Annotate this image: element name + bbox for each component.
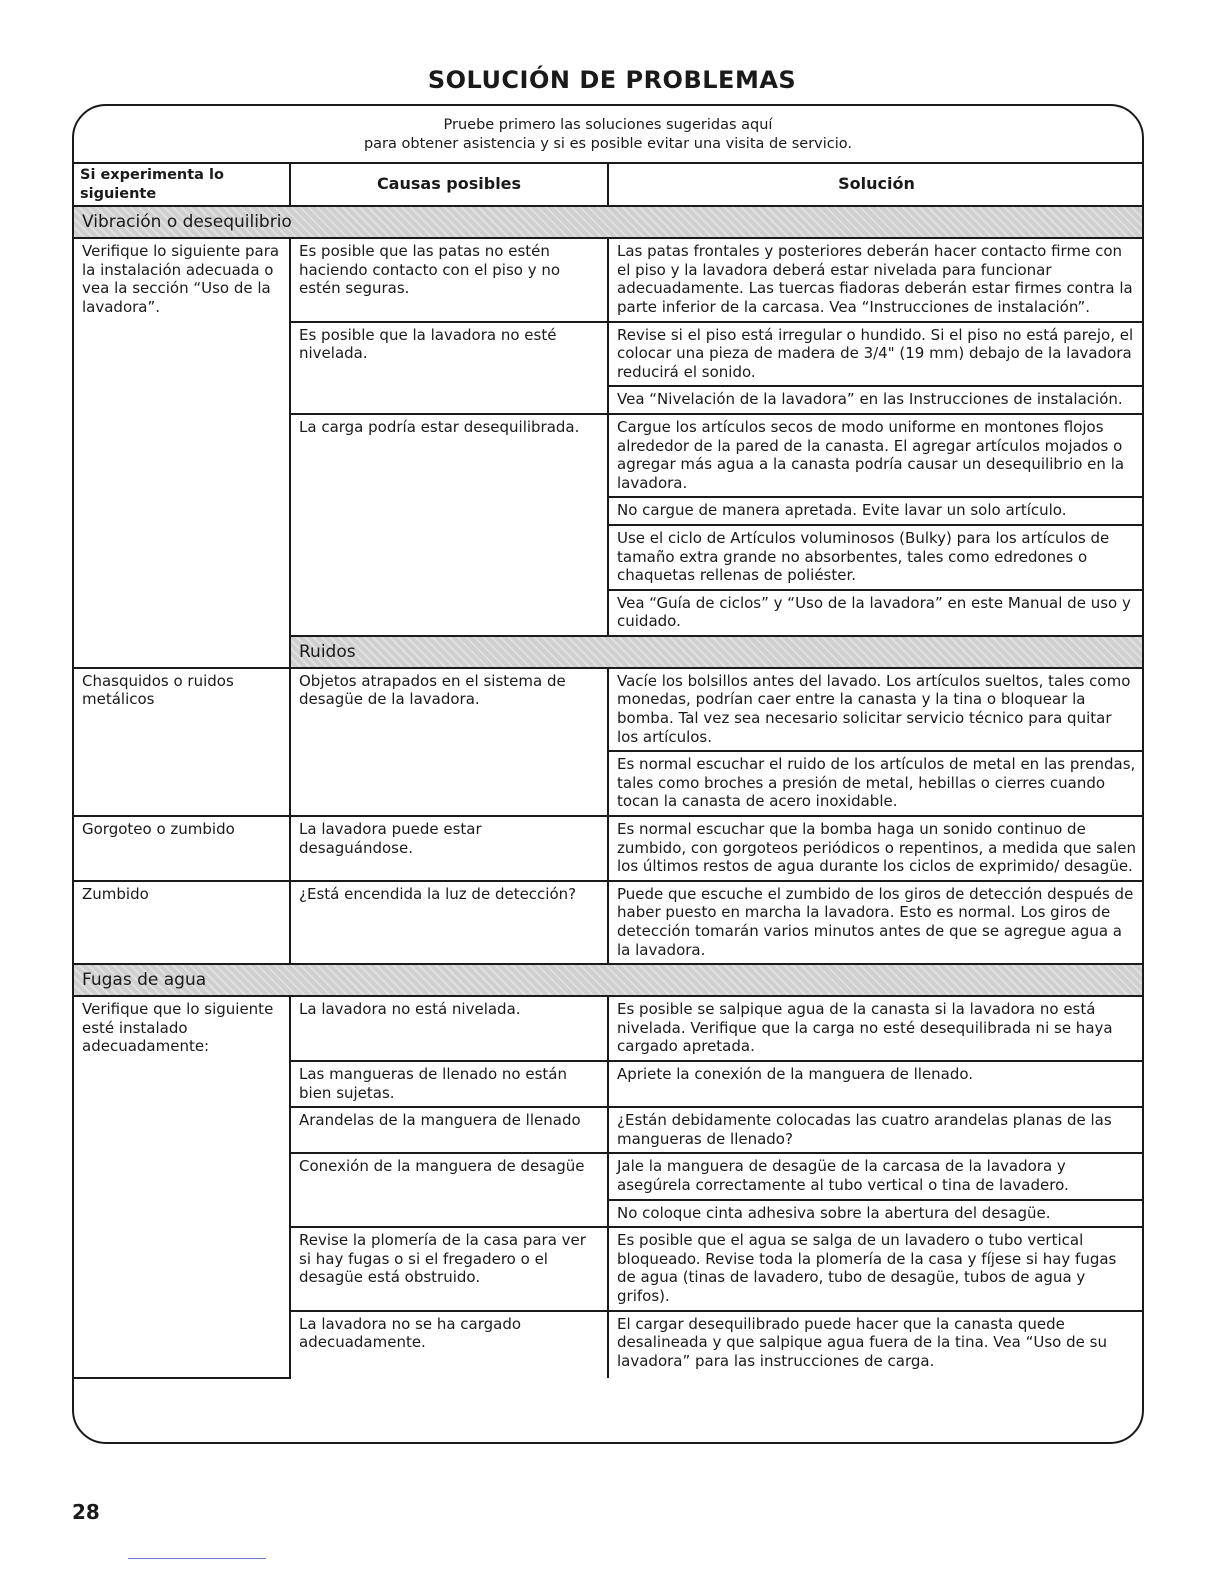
intro-text [74,116,1142,154]
section-water-leaks [74,964,1144,996]
cause-cell: La lavadora puede estar desaguándose. [290,816,608,881]
header-problem: Si experimenta lo siguiente [74,163,290,206]
cause-cell: La carga podría estar desequilibrada. [290,414,608,636]
solution-cell: Apriete la conexión de la manguera de llenado. [608,1061,1144,1107]
intro-line-1: Pruebe primero las soluciones sugeridas aquí [443,117,773,133]
intro-line-2: para obtener asistencia y si es posible evitar una visita de servicio. [363,136,853,152]
problem-cell: Chasquidos o ruidos metálicos [74,668,290,816]
cause-cell: La lavadora no se ha cargado adecuadamente. [290,1311,608,1379]
page-title: SOLUCIÓN DE PROBLEMAS [427,66,797,94]
table-row [74,996,1144,1061]
solution-cell: Es posible que el agua se salga de un lavadero o tubo vertical bloqueado. Revise toda la plomería de la casa y fíjese si hay fugas de agua (tinas de lavadero, tubo de desagüe, tubos de agua y grifos). [608,1227,1144,1310]
solution-cell: Vea “Guía de ciclos” y “Uso de la lavadora” en este Manual de uso y cuidado. [608,590,1144,636]
cause-cell: Revise la plomería de la casa para ver si hay fugas o si el fregadero o el desagüe está obstruido. [290,1227,608,1310]
section-title: Fugas de agua [74,964,1144,996]
solution-cell: El cargar desequilibrado puede hacer que la canasta quede desalineada y que salpique agua fuera de la tina. Vea “Uso de su lavadora” para las instrucciones de carga. [608,1311,1144,1379]
header-row [74,163,1144,206]
section-title: Ruidos [290,636,1144,668]
solution-cell: Cargue los artículos secos de modo uniforme en montones flojos alrededor de la pared de la canasta. El agregar artículos mojados o agregar más agua a la canasta podría causar un desequilibrio en la lavadora. [608,414,1144,497]
problem-cell: Verifique que lo siguiente esté instalado adecuadamente: [74,996,290,1378]
solution-cell: ¿Están debidamente colocadas las cuatro arandelas planas de las mangueras de llenado? [608,1107,1144,1153]
cause-cell: La lavadora no está nivelada. [290,996,608,1061]
solution-cell: Es normal escuchar el ruido de los artículos de metal en las prendas, tales como broches a presión de metal, hebillas o cierres cuando tocan la canasta de acero inoxidable. [608,751,1144,816]
cause-cell: Es posible que la lavadora no esté nivelada. [290,322,608,414]
problem-cell: Gorgoteo o zumbido [74,816,290,881]
solution-cell: Revise si el piso está irregular o hundido. Si el piso no está parejo, el colocar una pieza de madera de 3/4" (19 mm) debajo de la lavadora reducirá el sonido. [608,322,1144,387]
section-vibration [74,206,1144,238]
problem-cell: Zumbido [74,881,290,964]
cause-cell: Conexión de la manguera de desagüe [290,1153,608,1227]
solution-cell: Vacíe los bolsillos antes del lavado. Los artículos sueltos, tales como monedas, podrían caer entre la canasta y la tina o bloquear la bomba. Tal vez sea necesario solicitar servicio técnico para quitar los artículos. [608,668,1144,751]
solution-cell: Puede que escuche el zumbido de los giros de detección después de haber puesto en marcha la lavadora. Esto es normal. Los giros de detección tomarán varios minutos antes de que se agregue agua a la lavadora. [608,881,1144,964]
header-causes: Causas posibles [290,163,608,206]
table-row [74,668,1144,751]
cause-cell: Objetos atrapados en el sistema de desagüe de la lavadora. [290,668,608,816]
cause-cell: Es posible que las patas no estén haciendo contacto con el piso y no estén seguras. [290,238,608,321]
solution-cell: Vea “Nivelación de la lavadora” en las Instrucciones de instalación. [608,386,1144,414]
cause-cell: Arandelas de la manguera de llenado [290,1107,608,1153]
solution-cell: Jale la manguera de desagüe de la carcasa de la lavadora y asegúrela correctamente al tubo vertical o tina de lavadero. [608,1153,1144,1199]
solution-cell: No cargue de manera apretada. Evite lavar un solo artículo. [608,497,1144,525]
solution-cell: Use el ciclo de Artículos voluminosos (Bulky) para los artículos de tamaño extra grande no absorbentes, tales como edredones o chaquetas rellenas de poliéster. [608,525,1144,590]
cause-cell: Las mangueras de llenado no están bien sujetas. [290,1061,608,1107]
section-title: Vibración o desequilibrio [74,206,1144,238]
solution-cell: No coloque cinta adhesiva sobre la abertura del desagüe. [608,1200,1144,1228]
table-row [74,881,1144,964]
table-row [74,238,1144,321]
problem-cell: Verifique lo siguiente para la instalación adecuada o vea la sección “Uso de la lavadora”. [74,238,290,668]
cause-cell: ¿Está encendida la luz de detección? [290,881,608,964]
solution-cell: Es normal escuchar que la bomba haga un sonido continuo de zumbido, con gorgoteos periódicos o repentinos, a medida que salen los últimos restos de agua durante los ciclos de exprimido/ desagüe. [608,816,1144,881]
table-row [74,816,1144,881]
solution-cell: Es posible se salpique agua de la canasta si la lavadora no está nivelada. Verifique que la carga no esté desequilibrada ni se haya cargado apretada. [608,996,1144,1061]
footer-rule [128,1558,266,1559]
header-solution: Solución [608,163,1144,206]
troubleshooting-panel [72,104,1144,1444]
troubleshooting-table [74,162,1144,1379]
page-number: 28 [72,1500,100,1524]
solution-cell: Las patas frontales y posteriores deberán hacer contacto firme con el piso y la lavadora deberá estar nivelada para funcionar adecuadamente. Las tuercas fiadoras deberán estar firmes contra la parte inferior de la carcasa. Vea “Instrucciones de instalación”. [608,238,1144,321]
